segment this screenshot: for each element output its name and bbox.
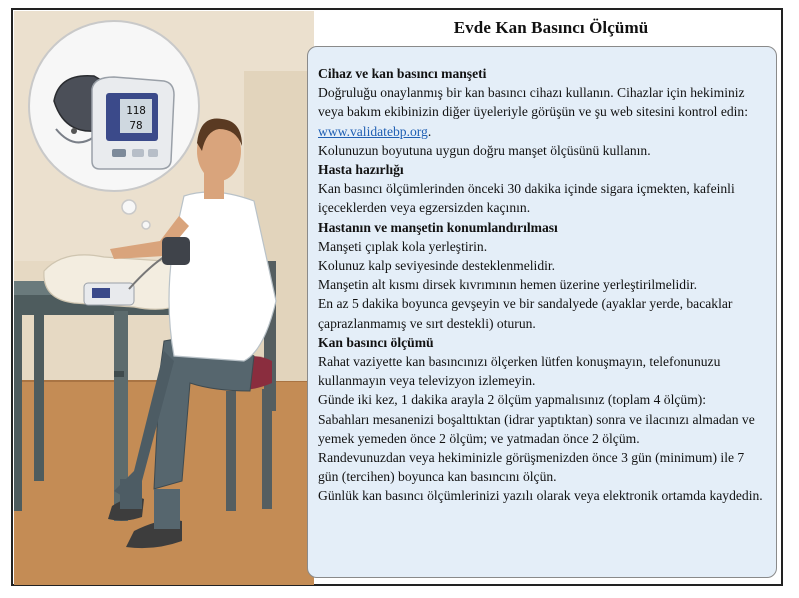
paragraph: Günde iki kez, 1 dakika arayla 2 ölçüm yapmalısınız (toplam 4 ölçüm): <box>318 392 707 408</box>
paragraph: Manşetin alt kısmı dirsek kıvrımının hemen üzerine yerleştirilmelidir. <box>318 277 698 293</box>
paragraph: Kan basıncı ölçümlerinden önceki 30 dakika içinde sigara içmekten, kafeinli içeceklerden veya egzersizden kaçının. <box>318 181 735 216</box>
document-frame <box>11 8 783 586</box>
paragraph: Sabahları mesanenizi boşalttıktan (idrar yaptıktan) sonra ve ilacınızı almadan ve yemek yemeden önce 2 ölçüm; ve yatmadan önce 2 ölçüm. <box>318 411 755 446</box>
blood-pressure-illustration <box>14 11 314 585</box>
paragraph: Randevunuzdan veya hekiminizle görüşmenizden önce 3 gün (minimum) ile 7 gün (tercihen) boyunca kan basıncını ölçün. <box>318 450 745 485</box>
paragraph: Rahat vaziyette kan basıncınızı ölçerken lütfen konuşmayın, telefonunuzu kullanmayın veya televizyon izlemeyin. <box>318 354 721 389</box>
section-heading: Hasta hazırlığı <box>318 162 404 178</box>
paragraph: Günlük kan basıncı ölçümlerinizi yazılı olarak veya elektronik ortamda kaydedin. <box>318 488 763 504</box>
section-heading: Cihaz ve kan basıncı manşeti <box>318 66 487 81</box>
section-positioning <box>318 218 766 333</box>
paragraph-text: Doğruluğu onaylanmış bir kan basıncı cihazı kullanın. Cihazlar için hekiminiz veya bakım ekibinizin diğer üyeleriyle görüşün ve şu web sitesini kontrol edin: <box>318 85 748 120</box>
section-device-cuff <box>318 64 766 160</box>
paragraph: Manşeti çıplak kola yerleştirin. <box>318 238 488 254</box>
systolic-reading: 118 <box>126 104 146 117</box>
section-patient-preparation <box>318 160 766 218</box>
monitor-closeup <box>29 21 199 191</box>
section-measurement <box>318 333 766 506</box>
section-heading: Kan basıncı ölçümü <box>318 334 434 350</box>
validatebp-link[interactable]: www.validatebp.org <box>318 123 428 139</box>
section-heading: Hastanın ve manşetin konumlandırılması <box>318 219 558 235</box>
paragraph-text: . <box>427 123 432 139</box>
paragraph <box>318 83 766 141</box>
document-title: Evde Kan Basıncı Ölçümü <box>453 18 649 37</box>
paragraph: En az 5 dakika boyunca gevşeyin ve bir sandalyede (ayaklar yerde, bacaklar çaprazlanmamış ve sırt destekli) oturun. <box>318 296 733 331</box>
paragraph: Kolunuz kalp seviyesinde desteklenmelidir. <box>318 258 556 274</box>
instructions-panel <box>307 46 777 578</box>
diastolic-reading: 78 <box>129 119 143 132</box>
paragraph: Kolunuzun boyutuna uygun doğru manşet ölçüsünü kullanın. <box>318 142 651 158</box>
